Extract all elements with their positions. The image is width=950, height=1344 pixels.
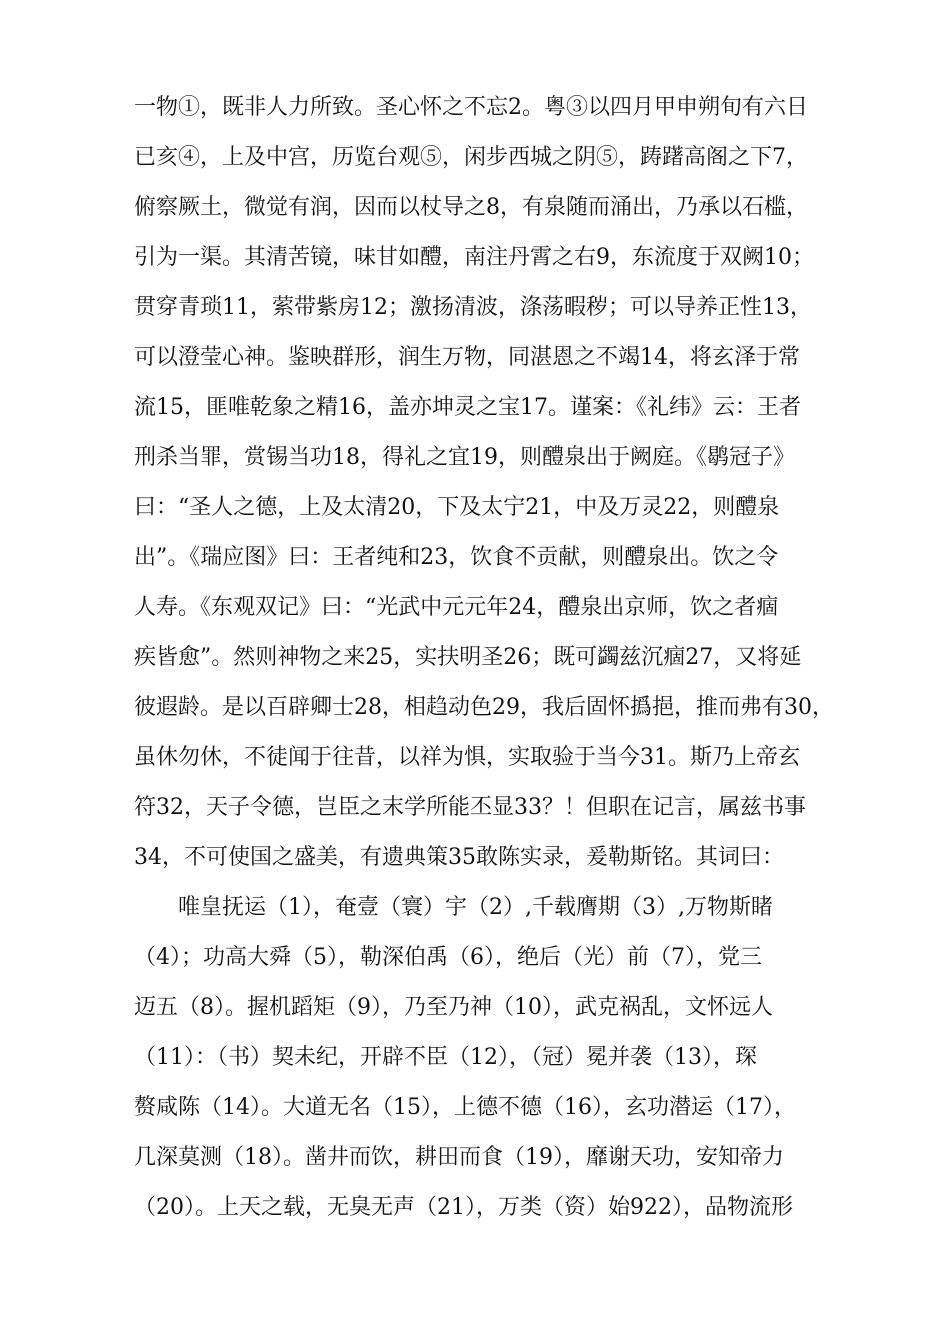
text-line: 唯皇抚运（1），奄壹（寰）宇（2）,千载膺期（3）,万物斯睹 xyxy=(178,895,773,920)
text-line: 虽休勿休，不徒闻于往昔，以祥为惧，实取验于当今31。斯乃上帝玄 xyxy=(134,745,800,770)
text-line: 一物①，既非人力所致。圣心怀之不忘2。粤③以四月甲申朔旬有六日 xyxy=(134,95,808,120)
text-line: （20）。上天之载，无臭无声（21），万类（资）始922），品物流形 xyxy=(134,1195,793,1220)
text-line: 引为一渠。其清苦镜，味甘如醴，南注丹霄之右9，东流度于双阙10； xyxy=(134,245,814,270)
text-line: 曰：“圣人之德，上及太清20，下及太宁21，中及万灵22，则醴泉 xyxy=(134,495,780,520)
text-line: 可以澄莹心神。鉴映群形，润生万物，同湛恩之不竭14，将玄泽于常 xyxy=(134,345,800,370)
text-line: 疾皆愈”。然则神物之来25，实扶明圣26；既可蠲兹沉痼27，又将延 xyxy=(134,645,802,670)
text-line: 贯穿青琐11，萦带紫房12；激扬清波，涤荡暇秽；可以导养正性13， xyxy=(134,295,812,320)
text-line: （11）：（书）契未纪，开辟不臣（12），（冠）冕并袭（13），琛 xyxy=(134,1045,757,1070)
text-line: 已亥④，上及中宫，历览台观⑤，闲步西城之阴⑤，踌躇高阁之下7， xyxy=(134,145,808,170)
text-line: 出”。《瑞应图》曰：王者纯和23，饮食不贡献，则醴泉出。饮之令 xyxy=(134,545,779,570)
text-line: 人寿。《东观双记》曰：“光武中元元年24，醴泉出京师，饮之者痼 xyxy=(134,595,779,620)
text-line: 符32，天子令德，岂臣之末学所能丕显33？！但职在记言，属兹书事 xyxy=(134,795,806,820)
text-line: （4）；功高大舜（5），勒深伯禹（6），绝后（光）前（7），党三 xyxy=(134,945,762,970)
text-line: 流15，匪唯乾象之精16，盖亦坤灵之宝17。谨案：《礼纬》云：王者 xyxy=(134,395,801,420)
text-line: 俯察厥土，微觉有润，因而以杖导之8，有泉随而涌出，乃承以石槛， xyxy=(134,195,808,220)
text-line: 彼遐龄。是以百辟卿士28，相趋动色29，我后固怀撝挹，推而弗有30， xyxy=(134,695,834,720)
text-line: 几深莫测（18）。凿井而饮，耕田而食（19），靡谢天功，安知帝力 xyxy=(134,1145,784,1170)
text-line: 刑杀当罪，赏锡当功18，得礼之宜19，则醴泉出于阙庭。《鹖冠子》 xyxy=(134,445,795,470)
text-line: 赘咸陈（14）。大道无名（15），上德不德（16），玄功潜运（17）， xyxy=(134,1095,796,1120)
text-line: 34，不可使国之盛美，有遗典策35敢陈实录，爰勒斯铭。其词曰： xyxy=(134,845,784,870)
text-line: 迈五（8）。握机蹈矩（9），乃至乃神（10），武克祸乱，文怀远人 xyxy=(134,995,773,1020)
